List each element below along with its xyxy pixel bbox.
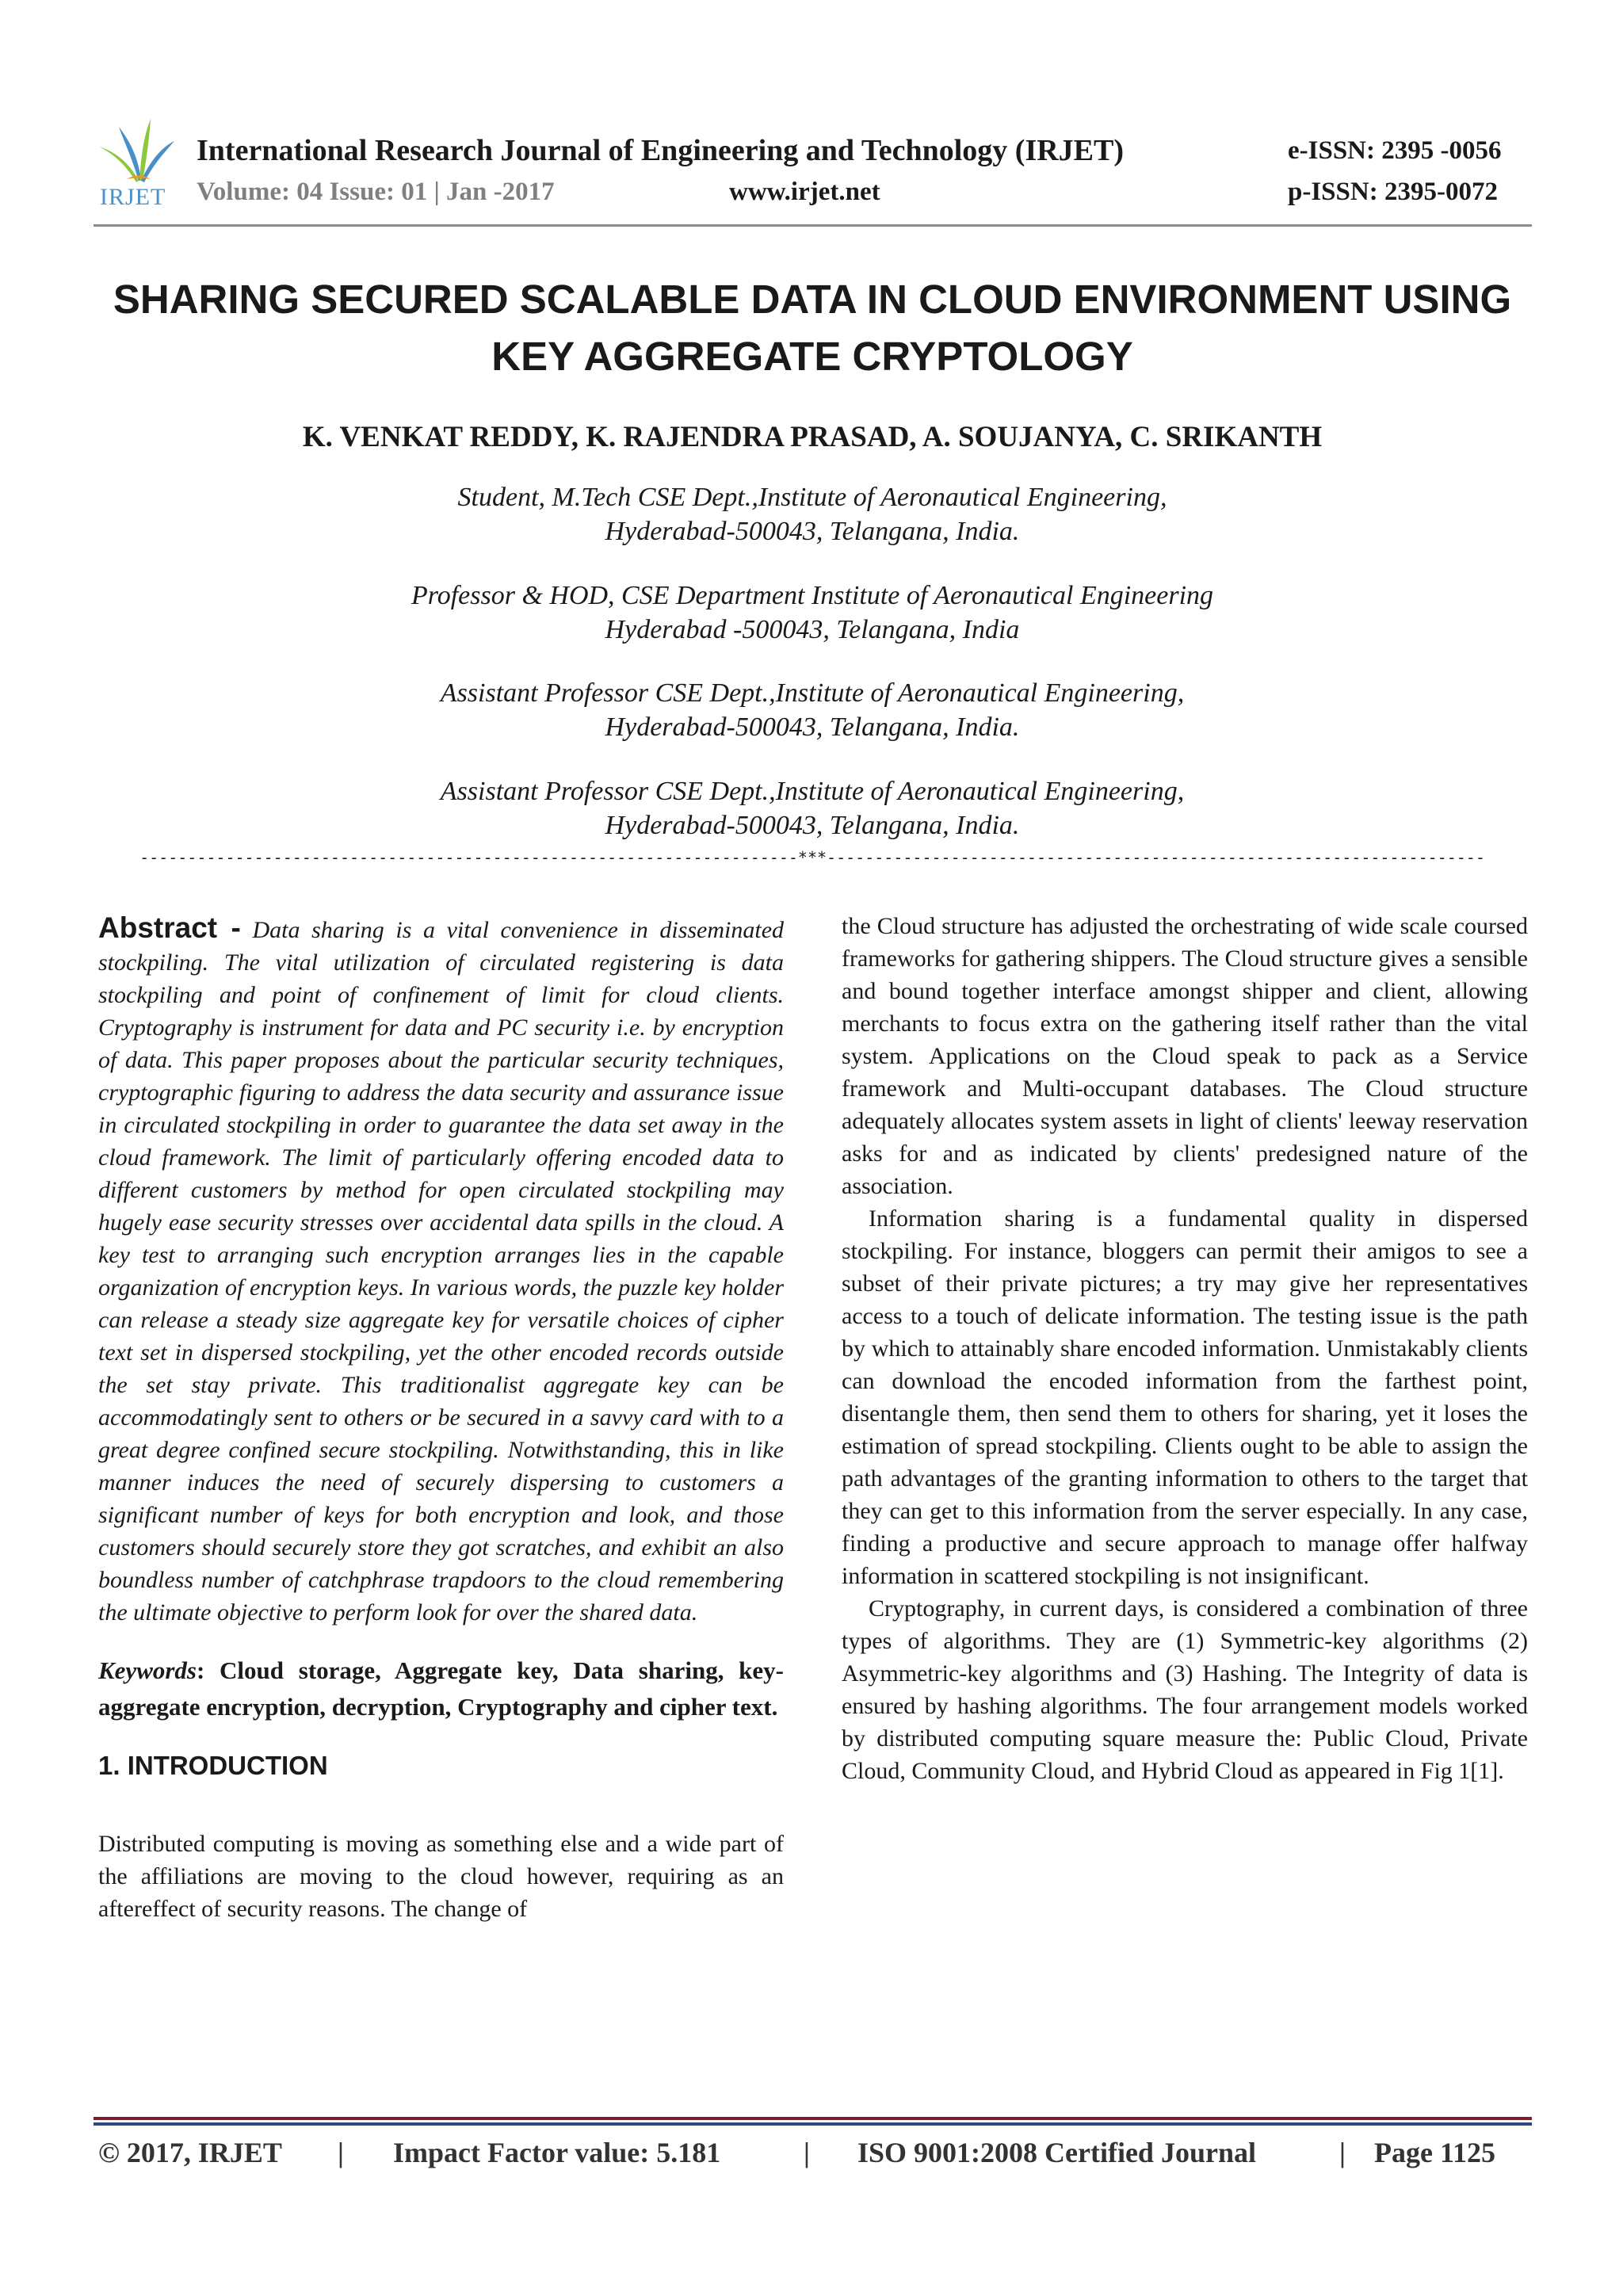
footer-separator: | — [1339, 2137, 1346, 2168]
affiliation-line: Hyderabad -500043, Telangana, India — [605, 615, 1020, 644]
footer-separator: | — [338, 2137, 344, 2168]
p-issn: p-ISSN: 2395-0072 — [1288, 178, 1498, 206]
footer-rule-top — [94, 2117, 1532, 2120]
logo-text: IRJET — [100, 184, 166, 210]
e-issn: e-ISSN: 2395 -0056 — [1288, 136, 1502, 165]
affiliation-4 — [103, 774, 1522, 842]
keywords-label: Keywords — [98, 1656, 197, 1684]
body-paragraph: Information sharing is a fundamental quality in dispersed stockpiling. For instance, bloggers can permit their amigos to see a subset of their private pictures; a try may give her representatives access to a touch of delicate information. The testing issue is the path by which to attainably share encoded information. Unmistakably clients can download the encoded information from the farthest point, disentangle them, then send them to others for sharing, yet it loses the estimation of spread stockpiling. Clients ought to be able to assign the path advantages of the granting information to others to the target that they can get to this information from the server especially. In any case, finding a productive and secure approach to manage offer halfway information in scattered stockpiling is not insignificant. — [842, 1205, 1528, 1589]
affiliation-3 — [103, 676, 1522, 744]
journal-header — [95, 111, 1529, 230]
affiliation-1 — [103, 480, 1522, 548]
journal-website: www.irjet.net — [729, 178, 880, 206]
affiliation-line: Assistant Professor CSE Dept.,Institute of Aeronautical Engineering, — [440, 777, 1185, 806]
keywords-text: : Cloud storage, Aggregate key, Data sharing, key-aggregate encryption, decryption, Cryptography and cipher text. — [98, 1656, 784, 1721]
affiliation-line: Professor & HOD, CSE Department Institute of Aeronautical Engineering — [411, 581, 1214, 610]
volume-issue: Volume: 04 Issue: 01 | Jan -2017 — [197, 178, 555, 206]
body-paragraph: Cryptography, in current days, is considered a combination of three types of algorithms. They are (1) Symmetric-key algorithms (2) Asymmetric-key algorithms and (3) Hashing. The Integrity of data is ensured by hashing algorithms. The four arrangement models worked by distributed computing square measure the: Public Cloud, Private Cloud, Community Cloud, and Hybrid Cloud as appeared in Fig 1[1]. — [842, 1595, 1528, 1784]
introduction-paragraph: Distributed computing is moving as something else and a wide part of the affiliations are moving to the cloud however, requiring as an aftereffect of security reasons. The change of — [98, 1831, 784, 1922]
body-paragraph: the Cloud structure has adjusted the orchestrating of wide scale coursed frameworks for gathering shippers. The Cloud structure gives a sensible and bound together interface amongst shipper and client, allowing merchants to focus extra on the gathering itself rather than the vital system. Applications on the Cloud speak to pack as a Service framework and Multi-occupant databases. The Cloud structure adequately allocates system assets in light of clients' leeway reservation asks for and as indicated by clients' predesigned nature of the association. — [842, 913, 1528, 1199]
affiliation-line: Assistant Professor CSE Dept.,Institute of Aeronautical Engineering, — [440, 678, 1185, 708]
right-column — [842, 910, 1528, 1787]
footer-iso: ISO 9001:2008 Certified Journal — [857, 2137, 1256, 2168]
footer-separator: | — [804, 2137, 810, 2168]
footer-copyright: © 2017, IRJET — [98, 2137, 282, 2168]
affiliation-line: Student, M.Tech CSE Dept.,Institute of Aeronautical Engineering, — [457, 483, 1167, 512]
affiliation-line: Hyderabad-500043, Telangana, India. — [605, 517, 1020, 546]
title-line-1: SHARING SECURED SCALABLE DATA IN CLOUD ENVIRONMENT USING — [113, 277, 1512, 322]
title-line-2: KEY AGGREGATE CRYPTOLOGY — [491, 334, 1133, 379]
keywords — [98, 1652, 784, 1725]
abstract — [98, 911, 784, 1629]
abstract-text: Data sharing is a vital convenience in disseminated stockpiling. The vital utilization of circulated registering is data stockpiling and point of confinement of limit for cloud clients. Cryptography is instrument for data and PC security i.e. by encryption of data. This paper proposes about the particular security techniques, cryptographic figuring to address the data security and assurance issue in circulated stockpiling in order to guarantee the data set away in the cloud framework. The limit of particularly offering encoded data to different customers by method for open circulated stockpiling may hugely ease security stresses over accidental data spills in the cloud. A key test to arranging such encryption arranges lies in the capable organization of encryption keys. In various words, the puzzle key holder can release a steady size aggregate key for versatile choices of cipher text set in dispersed stockpiling, yet the other encoded records outside the set stay private. This traditionalist aggregate key can be accommodatingly sent to others or be secured in a savvy card with to a great degree confined secure stockpiling. Notwithstanding, this in like manner induces the need of securely dispersing to customers a significant number of keys for both encryption and look, and those customers should securely store they got scratches, and exhibit an also boundless number of catchphrase trapdoors to the cloud remembering the ultimate objective to perform look for over the shared data. — [98, 917, 785, 1626]
affiliation-line: Hyderabad-500043, Telangana, India. — [605, 811, 1020, 840]
journal-title: International Research Journal of Engineering and Technology (IRJET) — [197, 134, 1125, 167]
abstract-heading: Abstract - — [98, 911, 241, 944]
author-list: K. VENKAT REDDY, K. RAJENDRA PRASAD, A. SOUJANYA, C. SRIKANTH — [302, 421, 1323, 453]
footer-rule-bottom — [94, 2122, 1532, 2126]
affiliation-2 — [103, 579, 1522, 647]
affiliation-line: Hyderabad-500043, Telangana, India. — [605, 712, 1020, 742]
footer-impact-factor: Impact Factor value: 5.181 — [393, 2137, 721, 2168]
section-heading-introduction: 1. INTRODUCTION — [98, 1751, 328, 1780]
section-separator: ---------------------------------------------------------------------***--------------------------------------------------------------------- — [139, 848, 1485, 867]
header-divider — [94, 224, 1532, 227]
footer-page-number: Page 1125 — [1374, 2137, 1495, 2168]
paper-title — [103, 271, 1522, 385]
left-column — [98, 911, 784, 1925]
